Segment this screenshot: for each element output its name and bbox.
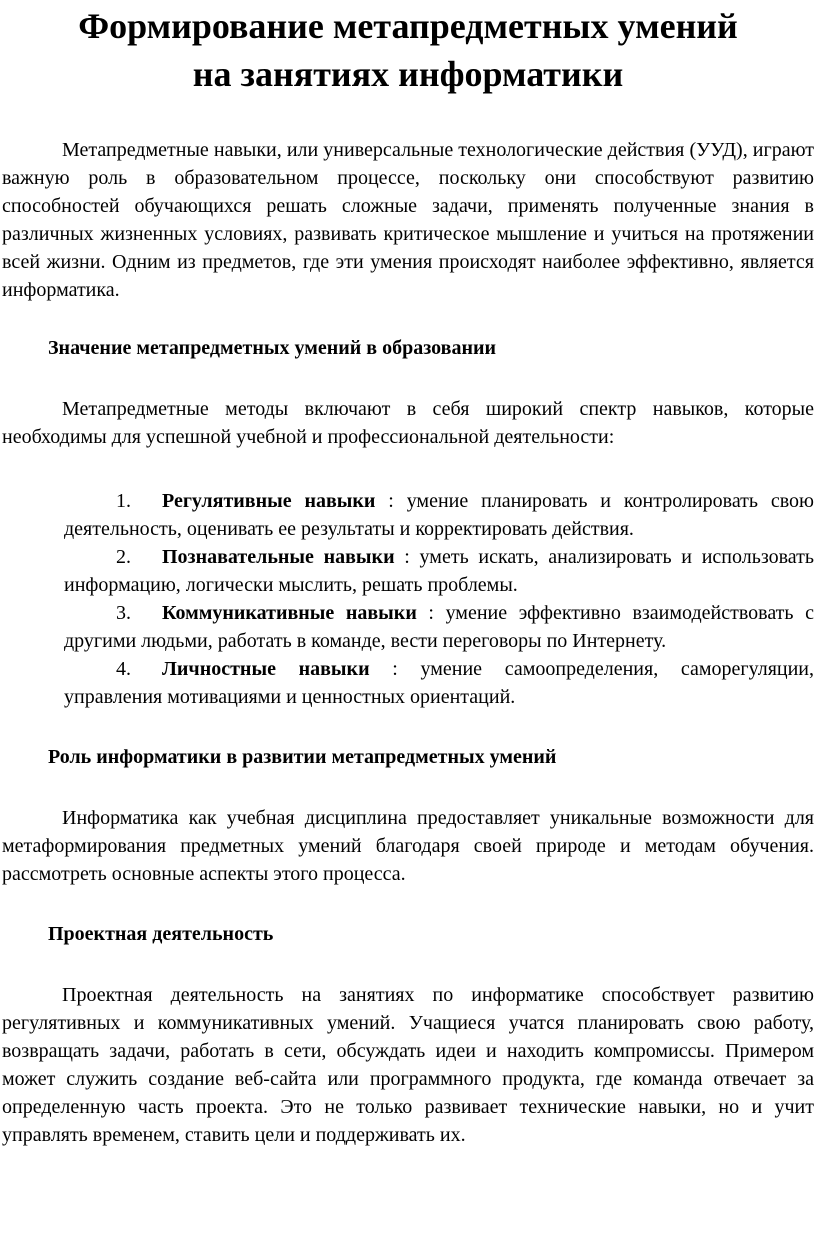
list-item-description: : умение эффективно взаимодействовать с другими людьми, работать в команде, вести переговоры по Интернету. [64,602,814,652]
list-item-term: Регулятивные навыки [162,490,376,512]
section-heading-meaning: Значение метапредметных умений в образовании [48,337,497,359]
list-item-term: Коммуникативные навыки [162,602,417,624]
list-item [64,599,814,655]
list-item-number: 2. [116,546,131,568]
list-item [64,655,814,711]
list-item-description: : умение планировать и контролировать свою деятельность, оценивать ее результаты и корректировать действия. [64,490,815,540]
title-line-1: Формирование метапредметных умений [78,6,738,46]
list-item-description: : уметь искать, анализировать и использовать информацию, логически мыслить, решать проблемы. [64,546,815,596]
list-item-number: 4. [116,658,131,680]
section-informatics-role-paragraph: Информатика как учебная дисциплина предоставляет уникальные возможности для метаформирования предметных умений благодаря своей природе и методам обучения. рассмотреть основные аспекты этого процесса. [2,807,814,885]
list-item-description: : умение самоопределения, саморегуляции, управления мотивациями и ценностных ориентаций. [64,658,814,708]
list-item-term: Личностные навыки [162,658,370,680]
section-project-activity-paragraph: Проектная деятельность на занятиях по информатике способствует развитию регулятивных и коммуникативных умений. Учащиеся учатся планировать свою работу, возвращать задачи, работать в сети, обсуждать идеи и находить компромиссы. Примером может служить создание веб-сайта или программного продукта, где команда отвечает за определенную часть проекта. Это не только развивает технические навыки, но и учит управлять временем, ставить цели и поддерживать их. [2,984,814,1146]
list-item [64,543,814,599]
list-item-term: Познавательные навыки [162,546,395,568]
title-line-2: на занятиях информатики [192,54,624,94]
list-item-number: 1. [116,490,131,512]
section-heading-project-activity: Проектная деятельность [48,923,274,945]
list-item-number: 3. [116,602,131,624]
skills-list [2,487,814,711]
document-page [0,2,816,1247]
intro-paragraph: Метапредметные навыки, или универсальные технологические действия (УУД), играют важную роль в образовательном процессе, поскольку они способствуют развитию способностей обучающихся решать сложные задачи, применять полученные знания в различных жизненных условиях, развивать критическое мышление и учиться на протяжении всей жизни. Одним из предметов, где эти умения происходят наиболее эффективно, является информатика. [2,139,814,301]
list-item [64,487,814,543]
section-meaning-paragraph: Метапредметные методы включают в себя широкий спектр навыков, которые необходимы для успешной учебной и профессиональной деятельности: [2,398,814,448]
document-title [2,2,814,98]
section-heading-informatics-role: Роль информатики в развитии метапредметных умений [48,746,557,768]
